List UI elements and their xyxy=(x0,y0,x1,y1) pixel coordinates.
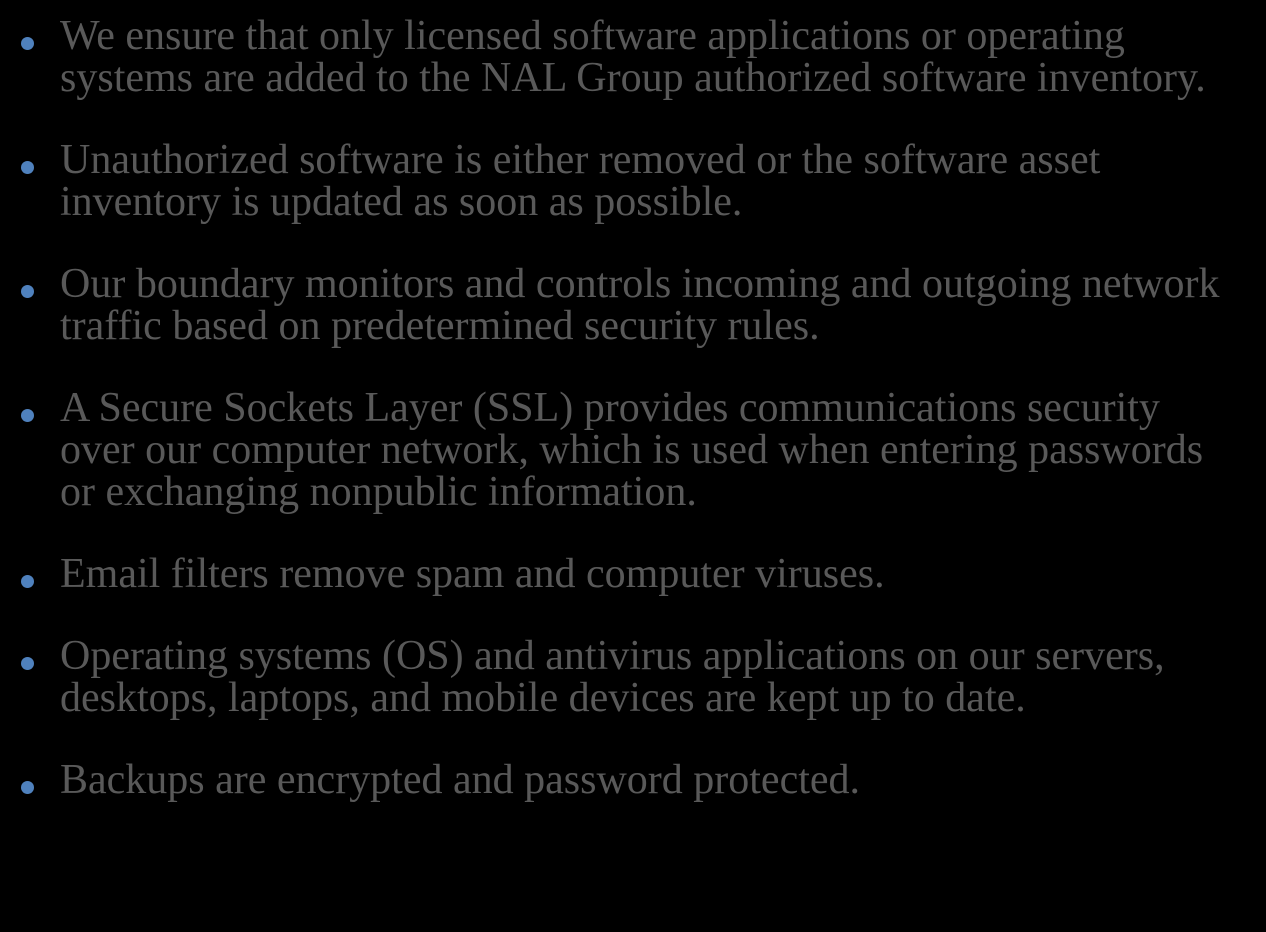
list-item xyxy=(0,553,1236,595)
list-item xyxy=(0,635,1236,719)
bullet-text: Our boundary monitors and controls incoming and outgoing network traffic based on predetermined security rules. xyxy=(60,261,1220,349)
list-item xyxy=(0,759,1236,801)
bullet-text: We ensure that only licensed software applications or operating systems are added to the NAL Group authorized software inventory. xyxy=(60,13,1206,101)
bullet-text: A Secure Sockets Layer (SSL) provides communications security over our computer network, which is used when entering passwords or exchanging nonpublic information. xyxy=(60,385,1204,515)
bullet-icon xyxy=(21,161,34,174)
list-item xyxy=(0,263,1236,347)
bullet-icon xyxy=(21,285,34,298)
bullet-icon xyxy=(21,37,34,50)
bullet-text: Email filters remove spam and computer viruses. xyxy=(60,551,885,597)
list-item xyxy=(0,15,1236,99)
bullet-list xyxy=(0,15,1236,801)
bullet-icon xyxy=(21,657,34,670)
list-item xyxy=(0,387,1236,513)
bullet-icon xyxy=(21,781,34,794)
bullet-text: Backups are encrypted and password protected. xyxy=(60,757,861,803)
bullet-icon xyxy=(21,409,34,422)
list-item xyxy=(0,139,1236,223)
bullet-icon xyxy=(21,575,34,588)
bullet-text: Unauthorized software is either removed or the software asset inventory is updated as soon as possible. xyxy=(60,137,1101,225)
bullet-text: Operating systems (OS) and antivirus applications on our servers, desktops, laptops, and mobile devices are kept up to date. xyxy=(60,633,1165,721)
